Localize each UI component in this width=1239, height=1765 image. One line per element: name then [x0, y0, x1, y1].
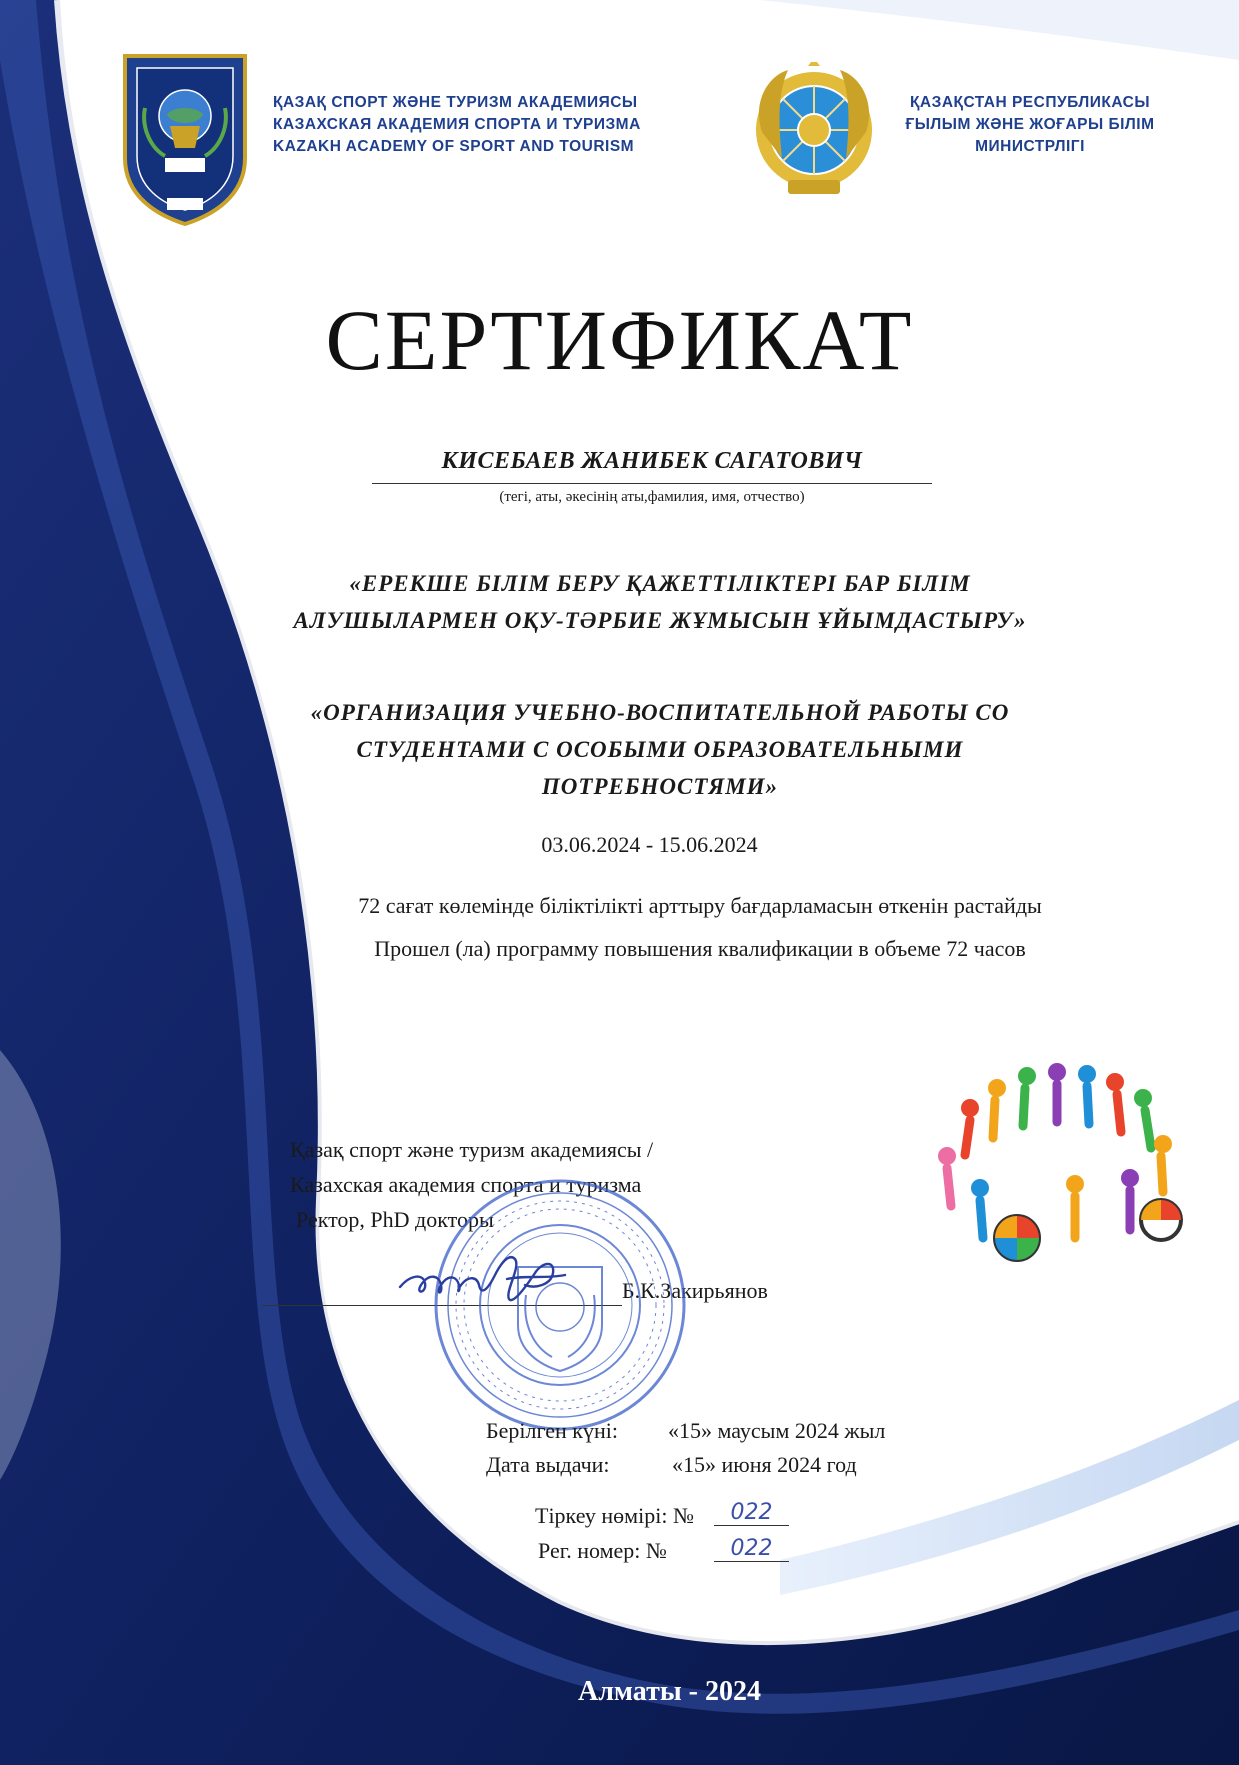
rector-signature — [395, 1245, 595, 1315]
issue-date-ru-label: Дата выдачи: — [486, 1452, 610, 1477]
academy-name-ru: КАЗАХСКАЯ АКАДЕМИЯ СПОРТА И ТУРИЗМА — [273, 116, 641, 133]
certificate-title: СЕРТИФИКАТ — [325, 292, 914, 388]
reg-number-ru-label: Рег. номер: № — [538, 1538, 667, 1563]
course-ru-line-1: «ОРГАНИЗАЦИЯ УЧЕБНО-ВОСПИТАТЕЛЬНОЙ РАБОТЫ СО — [310, 700, 1010, 725]
issue-date-kz-label: Берілген күні: — [486, 1418, 618, 1443]
course-title-ru — [220, 694, 1100, 805]
academy-name-en: KAZAKH ACADEMY OF SPORT AND TOURISM — [273, 138, 635, 155]
ministry-line-3: МИНИСТРЛІГІ — [975, 138, 1085, 155]
recipient-name: КИСЕБАЕВ ЖАНИБЕК САГАТОВИЧ — [441, 448, 863, 474]
ministry-name-block — [905, 92, 1155, 158]
signatory-org-ru: Казахская академия спорта и туризма — [290, 1172, 642, 1197]
ministry-line-1: ҚАЗАҚСТАН РЕСПУБЛИКАСЫ — [909, 94, 1151, 111]
course-title-kz — [220, 565, 1100, 639]
inclusion-circle-illustration — [925, 1060, 1185, 1275]
issue-date-kz-value: «15» маусым 2024 жыл — [668, 1418, 886, 1443]
reg-number-kz-value: 022 — [714, 1500, 789, 1526]
recipient-caption: (тегі, аты, әкесінің аты,фамилия, имя, отчество) — [499, 489, 805, 505]
academy-name-block — [273, 92, 641, 158]
reg-number-ru-value: 022 — [714, 1536, 789, 1562]
academy-name-kz: ҚАЗАҚ СПОРТ ЖӘНЕ ТУРИЗМ АКАДЕМИЯСЫ — [273, 94, 638, 111]
course-kz-line-2: АЛУШЫЛАРМЕН ОҚУ-ТӘРБИЕ ЖҰМЫСЫН ҰЙЫМДАСТЫРУ» — [293, 608, 1027, 633]
issue-date-ru-value: «15» июня 2024 год — [672, 1452, 857, 1477]
ministry-line-2: ҒЫЛЫМ ЖӘНЕ ЖОҒАРЫ БІЛІМ — [905, 116, 1155, 133]
academy-logo — [115, 48, 255, 226]
course-dates: 03.06.2024 - 15.06.2024 — [541, 832, 758, 857]
recipient-underline — [372, 483, 932, 484]
state-emblem — [748, 62, 880, 210]
confirmation-kz: 72 сағат көлемінде біліктілікті арттыру бағдарламасын өткенін растайды — [358, 893, 1042, 918]
signatory-org-kz: Қазақ спорт және туризм академиясы / — [290, 1137, 654, 1162]
signatory-position: Ректор, PhD докторы — [296, 1207, 494, 1232]
course-kz-line-1: «ЕРЕКШЕ БІЛІМ БЕРУ ҚАЖЕТТІЛІКТЕРІ БАР БІЛІМ — [349, 571, 971, 596]
reg-number-kz-label: Тіркеу нөмірі: № — [535, 1503, 694, 1528]
city-year-footer: Алматы - 2024 — [577, 1676, 762, 1707]
rector-name: Б.К.Закирьянов — [622, 1278, 768, 1303]
confirmation-ru: Прошел (ла) программу повышения квалификации в объеме 72 часов — [374, 936, 1026, 961]
course-ru-line-2: СТУДЕНТАМИ С ОСОБЫМИ ОБРАЗОВАТЕЛЬНЫМИ — [356, 737, 964, 762]
course-ru-line-3: ПОТРЕБНОСТЯМИ» — [541, 774, 779, 799]
